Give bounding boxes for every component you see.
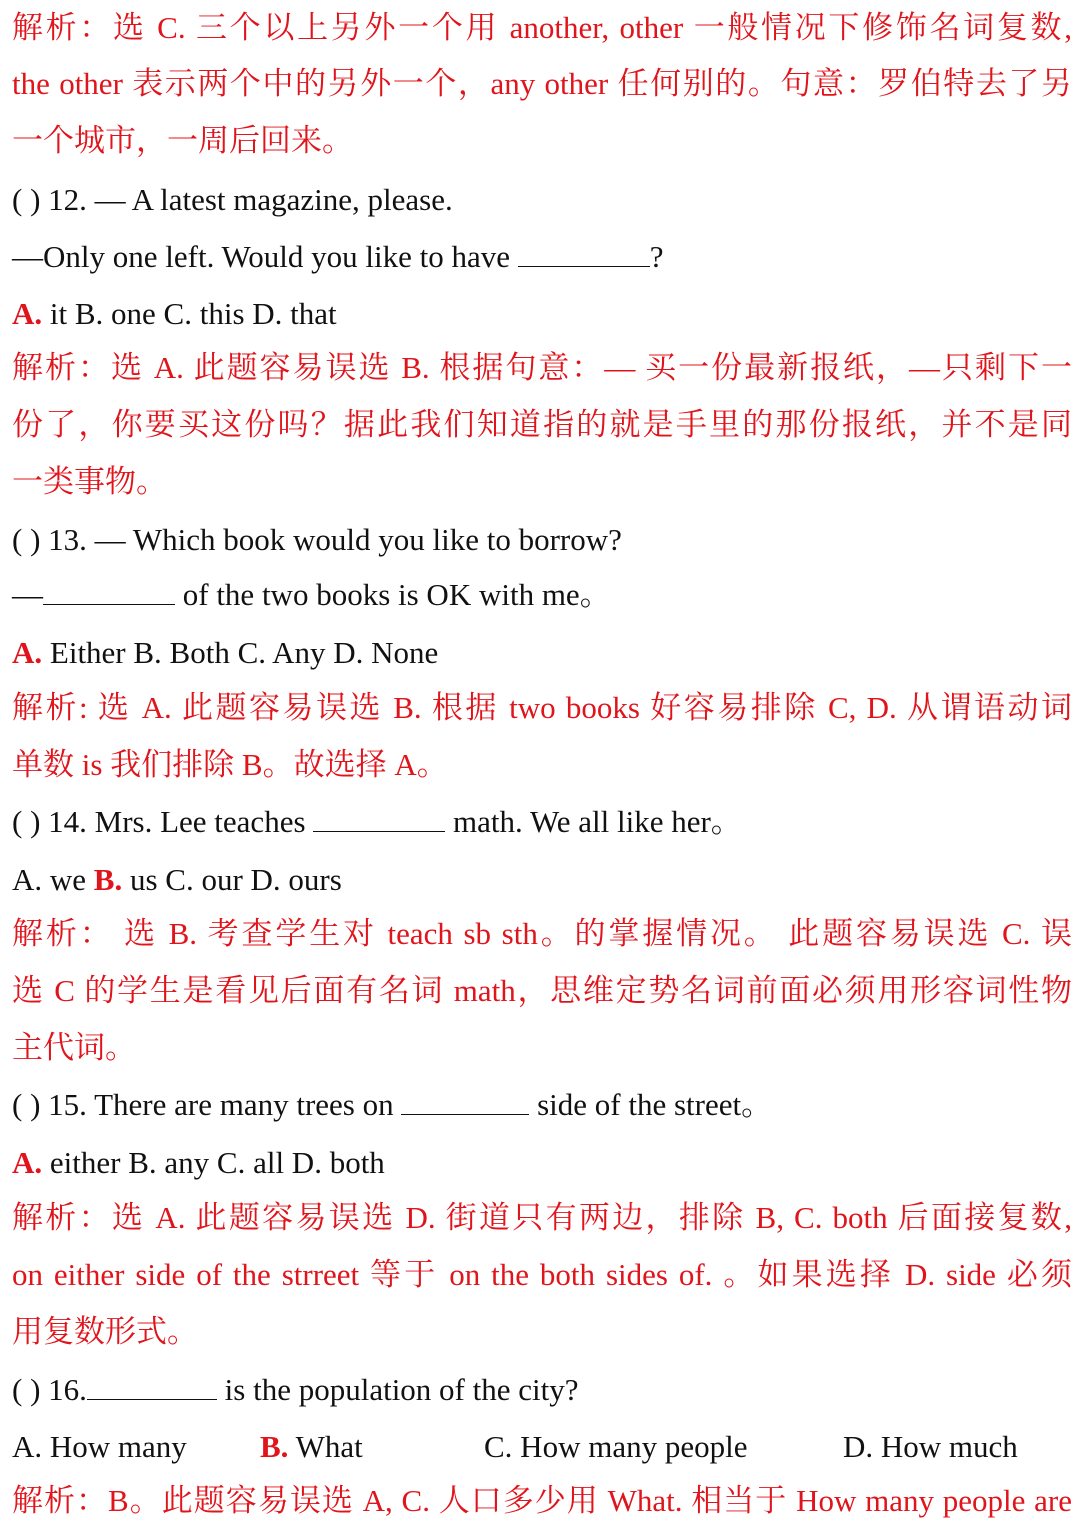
question-14-options [12, 860, 1072, 900]
explanation-12-line-2: 份了，你要买这份吗？据此我们知道指的就是手里的那份报纸，并不是同 [12, 407, 1072, 442]
explanation-14-line-1: 解析： 选 B. 考查学生对 teach sb sth。的掌握情况。 此题容易误选 C. 误 [12, 916, 1072, 951]
explanation-11-line-1: 解析：选 C. 三个以上另外一个用 another, other 一般情况下修饰名词复数, [12, 10, 1072, 45]
explanation-11-line-2: the other 表示两个中的另外一个，any other 任何别的。句意：罗伯特去了另 [12, 66, 1072, 101]
explanation-15-line-2: on either side of the strreet 等于 on the both sides of. 。如果选择 D. side 必须 [12, 1257, 1072, 1292]
question-14-option-a: A. we [12, 862, 94, 897]
question-14-prompt [12, 802, 1072, 842]
question-12-options-text: it B. one C. this D. that [42, 296, 337, 331]
correct-option-label: A. [12, 1145, 43, 1180]
question-13-reply-text: of the two books is OK with me。 [175, 577, 611, 612]
question-16-option-b [260, 1427, 363, 1467]
answer-blank [87, 1371, 217, 1400]
question-16-prompt [12, 1370, 1072, 1410]
question-12-reply-text: —Only one left. Would you like to have [12, 239, 511, 274]
correct-option-label: A. [12, 296, 43, 331]
answer-blank [313, 803, 445, 832]
explanation-14-line-3: 主代词。 [12, 1030, 136, 1065]
explanation-14-line-2: 选 C 的学生是看见后面有名词 math，思维定势名词前面必须用形容词性物 [12, 973, 1072, 1008]
question-12-prompt: ( ) 12. — A latest magazine, please. [12, 182, 453, 217]
question-14-prompt-end: math. We all like her。 [445, 804, 742, 839]
question-15-prompt-end: side of the street。 [529, 1087, 773, 1122]
question-15-prompt [12, 1085, 1072, 1125]
question-15-prompt-text: ( ) 15. There are many trees on [12, 1087, 394, 1122]
explanation-13-line-2: 单数 is 我们排除 B。故选择 A。 [12, 747, 448, 782]
question-12-reply-end: ? [649, 239, 664, 274]
question-15-options-text: either B. any C. all D. both [42, 1145, 385, 1180]
question-14-options-text: us C. our D. ours [122, 862, 342, 897]
question-15-options [12, 1143, 1072, 1183]
question-13-reply [12, 575, 1072, 615]
question-13-options [12, 633, 1072, 673]
answer-blank [518, 238, 650, 267]
answer-blank [401, 1086, 529, 1115]
question-13-reply-dash: — [12, 577, 43, 612]
correct-option-label: B. [260, 1429, 289, 1464]
explanation-11-line-3: 一个城市，一周后回来。 [12, 123, 353, 158]
question-16-option-d: D. How much [843, 1429, 1018, 1464]
question-16-option-b-text: What [288, 1429, 363, 1464]
explanation-15-line-3: 用复数形式。 [12, 1314, 198, 1349]
correct-option-label: A. [12, 635, 43, 670]
correct-option-label: B. [93, 862, 123, 897]
question-13-options-text: Either B. Both C. Any D. None [42, 635, 439, 670]
explanation-15-line-1: 解析：选 A. 此题容易误选 D. 街道只有两边，排除 B, C. both 后面接复数, [12, 1200, 1072, 1235]
explanation-12-line-3: 一类事物。 [12, 464, 167, 499]
question-12-options [12, 294, 1072, 334]
question-13-prompt: ( ) 13. — Which book would you like to borrow? [12, 522, 622, 557]
question-16-option-c: C. How many people [484, 1429, 748, 1464]
question-16-options [12, 1427, 1072, 1467]
question-16-prompt-text: is the population of the city? [216, 1372, 579, 1407]
explanation-13-line-1: 解析: 选 A. 此题容易误选 B. 根据 two books 好容易排除 C, D. 从谓语动词 [12, 690, 1072, 725]
question-16-number: ( ) 16. [12, 1372, 87, 1407]
answer-blank [43, 576, 175, 605]
explanation-16-line-1: 解析：B。此题容易误选 A, C. 人口多少用 What. 相当于 How many people are [12, 1483, 1072, 1518]
question-12-reply [12, 237, 1072, 277]
question-14-prompt-text: ( ) 14. Mrs. Lee teaches [12, 804, 306, 839]
question-16-option-a: A. How many [12, 1429, 187, 1464]
explanation-12-line-1: 解析：选 A. 此题容易误选 B. 根据句意：— 买一份最新报纸，—只剩下一 [12, 350, 1072, 385]
